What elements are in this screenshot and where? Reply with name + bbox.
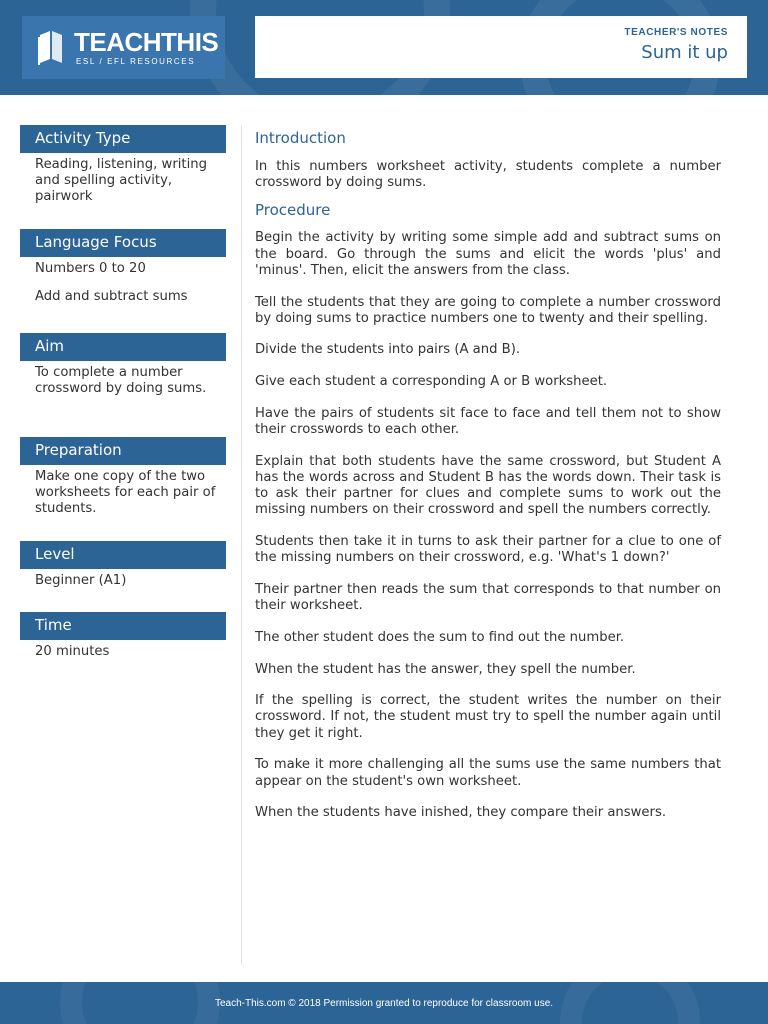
procedure-paragraph: Divide the students into pairs (A and B). [255, 342, 521, 358]
level-text: Beginner (A1) [35, 573, 127, 588]
logo-tagline: ESL / EFL RESOURCES [76, 56, 196, 66]
activity-type-body [20, 153, 226, 229]
procedure-paragraph: If the spelling is correct, the student writes the number on their crossword. If not, the student must try to spell the number again until they get it right. [255, 693, 721, 741]
decorative-swirl [60, 982, 220, 1024]
activity-type-heading: Activity Type [20, 125, 226, 153]
book-icon [36, 29, 68, 67]
column-divider [241, 125, 242, 965]
procedure-list [255, 230, 721, 821]
time-text: 20 minutes [35, 644, 110, 659]
page-title: Sum it up [641, 42, 728, 63]
language-focus-item: Add and subtract sums [35, 289, 188, 304]
activity-type-text: Reading, listening, writing and spelling activity, pairwork [35, 157, 207, 204]
page-footer [0, 982, 768, 1024]
sidebar [20, 125, 226, 660]
activity-type-section [20, 125, 226, 229]
level-section [20, 541, 226, 612]
procedure-paragraph: The other student does the sum to find out the number. [255, 629, 625, 645]
teachthis-logo[interactable] [22, 16, 225, 79]
introduction-text: In this numbers worksheet activity, students complete a number crossword by doing sums. [255, 159, 721, 191]
title-panel [255, 16, 747, 78]
preparation-body [20, 465, 226, 541]
procedure-paragraph: Students then take it in turns to ask their partner for a clue to one of the missing numbers on their crossword, e.g. 'What's 1 down?' [255, 534, 721, 566]
procedure-paragraph: Give each student a corresponding A or B worksheet. [255, 374, 608, 390]
language-focus-item: Numbers 0 to 20 [35, 261, 146, 276]
preparation-heading: Preparation [20, 437, 226, 465]
aim-body [20, 361, 226, 437]
procedure-paragraph: To make it more challenging all the sums use the same numbers that appear on the student's own worksheet. [255, 757, 721, 789]
aim-heading: Aim [20, 333, 226, 361]
main-content [255, 128, 721, 821]
procedure-paragraph: Tell the students that they are going to complete a number crossword by doing sums to practice numbers one to twenty and their spelling. [255, 294, 721, 326]
level-heading: Level [20, 541, 226, 569]
procedure-paragraph: Their partner then reads the sum that corresponds to that number on their worksheet. [255, 581, 721, 614]
preparation-text: Make one copy of the two worksheets for each pair of students. [35, 469, 216, 516]
procedure-heading: Procedure [255, 201, 331, 220]
notes-label: TEACHER'S NOTES [624, 27, 728, 38]
decorative-swirl [560, 982, 700, 1024]
introduction-heading: Introduction [255, 129, 346, 147]
aim-section [20, 333, 226, 437]
preparation-section [20, 437, 226, 541]
page-header [0, 0, 768, 95]
procedure-paragraph: Begin the activity by writing some simple add and subtract sums on the board. Go through the sums and elicit the words 'plus' and 'minus'. Then, elicit the answers from the class. [255, 230, 721, 278]
time-body [20, 640, 226, 660]
level-body [20, 569, 226, 612]
language-focus-section [20, 229, 226, 333]
aim-text: To complete a number crossword by doing sums. [35, 365, 207, 396]
procedure-paragraph: Explain that both students have the same crossword, but Student A has the words across and Student B has the words down. Their task is to ask their partner for clues and complete sums to work out the missing numbers on their crossword and spell the numbers correctly. [255, 453, 721, 518]
procedure-paragraph: When the student has the answer, they spell the number. [255, 661, 636, 677]
time-section [20, 612, 226, 660]
time-heading: Time [20, 612, 226, 640]
procedure-paragraph: When the students have inished, they compare their answers. [255, 805, 667, 821]
procedure-paragraph: Have the pairs of students sit face to face and tell them not to show their crosswords to each other. [255, 405, 721, 438]
language-focus-heading: Language Focus [20, 229, 226, 257]
language-focus-body [20, 257, 226, 333]
logo-wordmark: TEACHTHIS [74, 26, 219, 57]
footer-copyright: Teach-This.com © 2018 Permission granted to reproduce for classroom use. [214, 997, 554, 1009]
